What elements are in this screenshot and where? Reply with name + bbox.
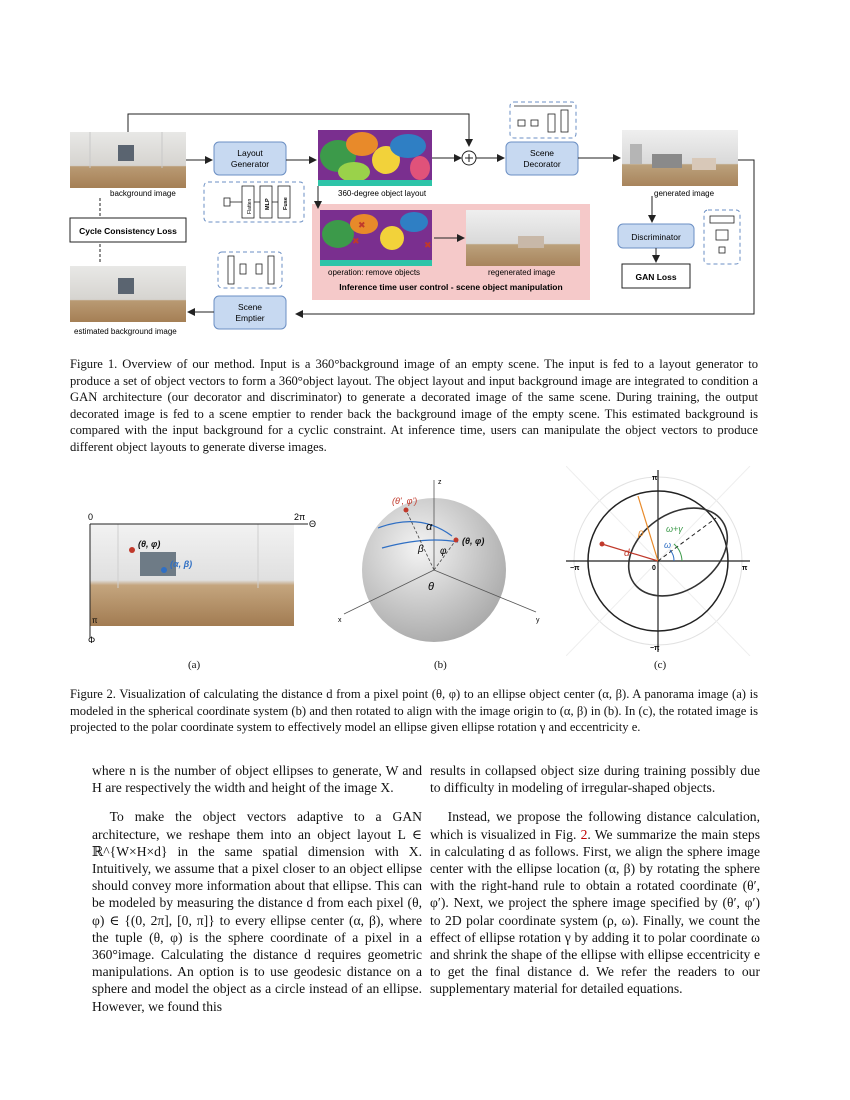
layout-generator-box: [214, 142, 286, 175]
svg-text:α: α: [426, 521, 433, 533]
svg-text:Fuse: Fuse: [283, 197, 289, 210]
background-image-label: background image: [110, 189, 176, 198]
svg-text:Layout: Layout: [237, 148, 263, 158]
scene-emptier-box: [214, 296, 286, 329]
svg-text:(α, β): (α, β): [170, 559, 193, 569]
svg-text:π: π: [742, 565, 748, 572]
scene-emptier-architecture: [218, 252, 282, 288]
svg-text:GAN Loss: GAN Loss: [635, 272, 677, 282]
point-alpha-beta: [161, 567, 167, 573]
svg-text:π: π: [92, 616, 98, 625]
plus-node: [462, 151, 476, 165]
subfigure-a-label: (a): [188, 659, 201, 671]
svg-text:Flatten: Flatten: [247, 198, 253, 214]
svg-text:✖: ✖: [424, 240, 432, 250]
svg-text:ω+γ: ω+γ: [666, 524, 683, 534]
discriminator-architecture: [704, 210, 740, 264]
svg-text:Θ: Θ: [309, 519, 317, 529]
point-theta-phi: [129, 547, 135, 553]
object-layout-image: [318, 130, 432, 186]
svg-text:z: z: [438, 479, 442, 486]
background-image: [70, 132, 186, 188]
svg-text:✖: ✖: [352, 236, 360, 246]
figure-2-caption: Figure 2. Visualization of calculating the distance d from a pixel point (θ, φ) to an ellipse object center (α, β). A panorama image (a) is modeled in the spherical coordinate system (b) and then rotated to align with the image origin to (α, β) in (b). In (c), the rotated image is projected to the polar coordinate system to effectively model an ellipse given ellipse rotation γ and eccentricity e.: [70, 687, 758, 734]
svg-text:−π: −π: [650, 645, 660, 652]
svg-text:Cycle Consistency Loss: Cycle Consistency Loss: [79, 226, 177, 236]
svg-text:0: 0: [652, 565, 656, 572]
svg-text:2π: 2π: [294, 512, 306, 522]
svg-text:(θ, φ): (θ, φ): [138, 539, 161, 549]
svg-text:ρ: ρ: [638, 528, 644, 539]
svg-text:φ: φ: [440, 546, 447, 557]
figure-1-diagram: [62, 98, 762, 348]
inference-panel: [312, 204, 590, 300]
svg-text:θ: θ: [428, 581, 434, 593]
svg-text:ω: ω: [664, 540, 672, 550]
svg-text:Scene: Scene: [529, 148, 555, 158]
figure-2b-sphere: [330, 472, 556, 652]
svg-text:Generator: Generator: [230, 159, 270, 169]
svg-text:x: x: [338, 617, 342, 624]
figure-reference-link[interactable]: 2: [580, 826, 588, 842]
svg-text:MLP: MLP: [265, 198, 271, 210]
figure-2c-polar: [566, 466, 754, 656]
generated-image-label: generated image: [654, 189, 715, 198]
scene-decorator-architecture: [510, 102, 576, 138]
right-column: [430, 762, 760, 1010]
estimated-background-label: estimated background image: [74, 327, 177, 336]
svg-text:(θ', φ'): (θ', φ'): [392, 496, 418, 506]
scene-decorator-box: [506, 142, 578, 175]
left-column: [92, 762, 422, 1027]
discriminator-box: [618, 224, 694, 248]
layout-generator-architecture: [204, 182, 304, 222]
svg-text:Decorator: Decorator: [523, 159, 561, 169]
svg-text:d: d: [624, 548, 630, 559]
figure-2a-panorama: [78, 508, 324, 648]
figure-1-caption: Figure 1. Overview of our method. Input is a 360°background image of an empty scene. The input is fed to a layout generator to produce a set of object vectors to form a 360°object layout. The object layout and input background image are integrated to condition a GAN architecture (our decorator and discriminator) to generate a decorated image of the same scene. During training, the output decorated image is fed to a scene emptier to render back the background image of the empty scene. This estimated background is compared with the input background for a cyclic constraint. At inference time, users can manipulate the object vectors to produce different object layouts to generate diverse images.: [70, 357, 758, 454]
svg-text:0: 0: [88, 512, 94, 522]
svg-text:✖: ✖: [358, 220, 366, 230]
cycle-consistency-loss-box: [70, 218, 186, 242]
gan-loss-box: [622, 264, 690, 288]
left-paragraph-1: where n is the number of object ellipses to generate, W and H are respectively the width and height of the image X.: [92, 763, 422, 796]
svg-text:−π: −π: [570, 565, 580, 572]
inference-label: Inference time user control - scene object manipulation: [339, 282, 563, 292]
generated-image: [622, 130, 738, 186]
right-paragraph-2: Instead, we propose the following distance calculation, which is visualized in Fig. 2. We summarize the main steps in calculating d as follows. First, we align the sphere image center with the ellipse location (α, β) by rotating the sphere with the right-hand rule to obtain a rotated coordinate (θ′, φ′). Next, we project the sphere image specified by (θ′, φ′) to 2D polar coordinate system (ρ, ω). Finally, we count the effect of ellipse rotation γ by adding it to polar coordinate ω and shrink the shape of the ellipse with ellipse eccentricity e to get the final distance d. We refer the readers to our supplementary material for detailed equations.: [430, 809, 760, 997]
operation-label: operation: remove objects: [328, 268, 421, 277]
regenerated-label: regenerated image: [488, 268, 556, 277]
left-paragraph-2: To make the object vectors adaptive to a GAN architecture, we reshape them into an object layout L ∈ ℝ^{W×H×d} in the same spatial dimension with X. Intuitively, we assume that a pixel closer to an object ellipse should convey more information about that ellipse. This can be modeled by measuring the distance d from each pixel (θ, φ) ∈ {(0, 2π], [0, π]} to every ellipse center (α, β), where the tuple (θ, φ) is the sphere coordinate of a pixel in a 360°image. Calculating the distance d requires geometric manipulations. An option is to use geodesic distance on a sphere and model the object as a circle instead of an ellipse. However, we found this: [92, 809, 422, 1014]
svg-text:(θ, φ): (θ, φ): [462, 536, 485, 546]
svg-text:π: π: [652, 475, 658, 482]
subfigure-b-label: (b): [434, 659, 447, 671]
estimated-background-image: [70, 266, 186, 322]
svg-text:y: y: [536, 617, 540, 624]
svg-text:β: β: [418, 544, 424, 555]
svg-text:Emptier: Emptier: [235, 313, 265, 323]
svg-text:Φ: Φ: [88, 635, 96, 645]
subfigure-c-label: (c): [654, 659, 667, 671]
right-paragraph-1: results in collapsed object size during training possibly due to difficulty in modeling of irregular-shaped objects.: [430, 763, 760, 796]
object-layout-label: 360-degree object layout: [338, 189, 427, 198]
svg-text:Scene: Scene: [237, 302, 263, 312]
svg-text:Discriminator: Discriminator: [631, 232, 681, 242]
